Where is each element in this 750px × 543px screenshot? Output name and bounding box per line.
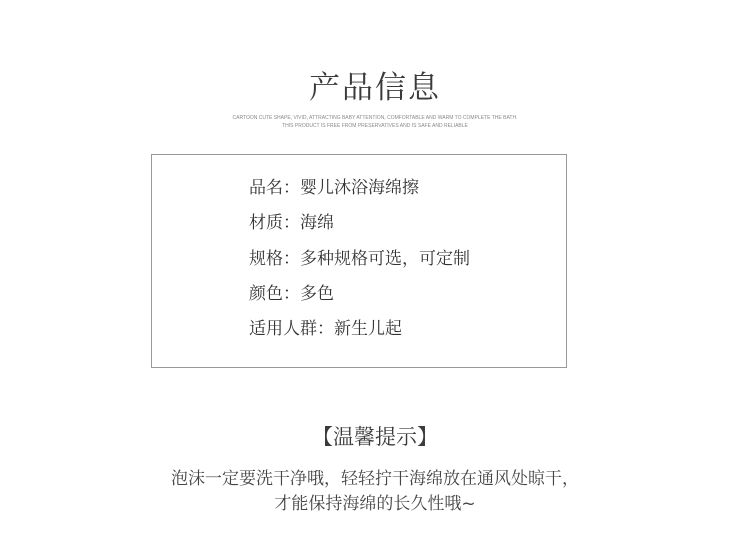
info-value: 多种规格可选，可定制 — [300, 249, 470, 269]
tips-line-2: 才能保持海绵的长久性哦~ — [274, 494, 476, 514]
info-label: 规格： — [249, 249, 300, 269]
info-row-material — [249, 212, 334, 234]
info-value: 多色 — [300, 284, 334, 304]
info-row-name — [249, 177, 419, 199]
info-label: 颜色： — [249, 284, 300, 304]
info-value: 海绵 — [300, 213, 334, 233]
info-label: 适用人群： — [249, 319, 334, 339]
info-row-spec — [249, 248, 470, 270]
tips-title: 【温馨提示】 — [312, 425, 438, 449]
subtitle-line-2: THIS PRODUCT IS FREE FROM PRESERVATIVES AND IS SAFE AND RELIABLE — [282, 123, 468, 129]
tips-line-1: 泡沫一定要洗干净哦，轻轻拧干海绵放在通风处晾干， — [171, 469, 579, 489]
info-value: 婴儿沐浴海绵擦 — [300, 178, 419, 198]
subtitle-line-1: CARTOON CUTE SHAPE, VIVID, ATTRACTING BABY ATTENTION, COMFORTABLE AND WARM TO COMPLETE THE BATH. — [232, 115, 518, 121]
info-value: 新生儿起 — [334, 319, 402, 339]
info-row-audience — [249, 318, 402, 340]
page-title: 产品信息 — [309, 70, 441, 106]
info-label: 材质： — [249, 213, 300, 233]
info-label: 品名： — [249, 178, 300, 198]
info-row-color — [249, 283, 334, 305]
